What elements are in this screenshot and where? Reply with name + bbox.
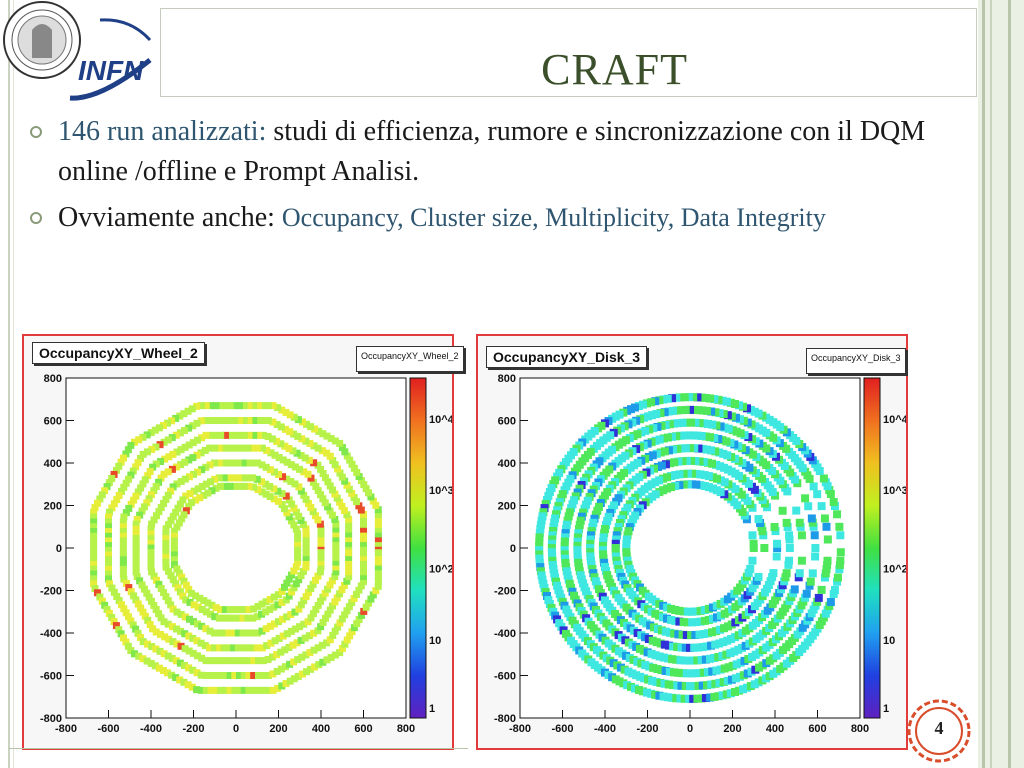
occupancy-cell [783,569,791,577]
occupancy-cell [798,531,806,539]
bullet-list [30,112,950,244]
bullet-highlight: Occupancy, Cluster size, Multiplicity, Data Integrity [281,203,826,232]
y-tick-label: 0 [55,543,62,555]
occupancy-cell [791,585,799,593]
x-tick-label: -600 [551,723,574,735]
y-tick-label: -200 [493,585,516,598]
plot-title: OccupancyXY_Wheel_2 [32,342,205,364]
occupancy-cell [345,549,352,556]
x-tick-label: 200 [723,723,742,735]
occupancy-cell [837,548,845,556]
x-tick-label: -800 [508,723,532,735]
right-decor-band [978,0,1024,768]
slide-title: CRAFT [541,45,688,94]
plot-area [66,378,406,718]
y-tick-label: -200 [39,585,62,598]
y-tick-label: 200 [43,500,62,513]
infn-logo [0,0,160,105]
x-tick-label: 0 [686,723,694,735]
z-tick-label: 10^4 [883,413,906,426]
z-tick-label: 10^2 [429,563,452,576]
z-tick-label: 10^4 [429,413,452,426]
color-scale-bar [410,378,426,718]
occupancy-cell [801,494,809,502]
plot-title: OccupancyXY_Disk_3 [486,346,647,368]
x-tick-label: 600 [354,723,373,735]
occupancy-cell [748,531,756,539]
occupancy-cell [318,549,325,556]
occupancy-cell [820,474,828,482]
bottom-divider [8,748,468,749]
occupancy-cell [803,590,811,598]
occupancy-cell [785,531,793,539]
x-tick-label: -600 [97,723,120,735]
z-tick-label: 1 [883,702,890,715]
occupancy-cell [294,549,301,556]
bullet-icon [30,212,42,224]
stat-box: OccupancyXY_Disk_3 [806,348,906,374]
occupancy-cell [809,569,817,577]
occupancy-cell [810,482,818,490]
page-number: 4 [934,718,944,738]
occupancy-cell [769,569,777,577]
y-tick-label: -400 [39,628,62,640]
svg-text:INFN: INFN [78,55,144,86]
y-tick-label: 600 [43,415,62,428]
occupancy-cell [821,514,829,522]
bullet-highlight: 146 run analizzati: [58,116,267,147]
y-tick-label: 600 [497,415,516,428]
occupancy-cell [786,544,794,552]
z-tick-label: 10^3 [883,485,906,498]
plot-wheel-2 [22,334,459,750]
occupancy-cell [824,535,832,543]
y-tick-label: -800 [493,713,516,725]
y-tick-label: 800 [497,373,516,385]
x-tick-label: 800 [396,723,416,735]
occupancy-cell [755,573,763,581]
occupancy-cell [773,540,781,548]
x-tick-label: -800 [54,723,78,735]
x-tick-label: 800 [850,723,870,735]
x-tick-label: 200 [269,723,288,735]
occupancy-cell [779,507,787,515]
occupancy-cell [785,557,793,565]
occupancy-cell [824,557,832,565]
occupancy-wheel-svg [24,336,452,748]
y-tick-label: 400 [43,458,62,470]
color-scale-bar [864,378,880,718]
z-tick-label: 10 [429,634,442,647]
occupancy-cell [792,507,800,515]
occupancy-cell [818,502,826,510]
occupancy-cell [804,502,812,510]
left-frame-line-inner [13,0,14,768]
y-tick-label: -400 [493,628,516,640]
x-tick-label: -200 [182,723,205,735]
occupancy-cell [798,557,806,565]
occupancy-cell [783,519,791,527]
occupancy-cell [755,515,763,523]
z-tick-label: 10^3 [429,485,452,498]
occupancy-cell [811,544,819,552]
occupancy-cell [796,519,804,527]
y-tick-label: 800 [43,373,62,385]
occupancy-cell [750,540,758,548]
occupancy-cell [771,523,779,531]
x-tick-label: -400 [139,723,163,735]
y-tick-label: 200 [497,500,516,513]
plot-disk-3 [476,334,908,750]
occupancy-cell [375,549,382,556]
occupancy-cell [836,557,844,565]
y-tick-label: -800 [39,713,62,725]
x-tick-label: 0 [232,723,240,735]
occupancy-cell [746,565,754,573]
plot-area [520,378,860,718]
occupancy-cell [760,544,768,552]
occupancy-cell [834,574,842,582]
stat-box: OccupancyXY_Wheel_2 [356,346,464,372]
occupancy-cell [835,523,843,531]
x-tick-label: 600 [808,723,827,735]
x-tick-label: 400 [311,723,331,735]
occupancy-disk-svg [478,336,906,748]
occupancy-cell [303,549,310,556]
z-tick-label: 1 [429,702,436,715]
left-frame-line [8,0,10,768]
occupancy-cell [332,549,339,556]
bullet-text: studi di efficienza, rumore e sincronizzazione con il DQM online /offline e Prompt Analisi. [58,116,926,187]
occupancy-cell [833,510,841,518]
occupancy-cell [808,514,816,522]
x-tick-label: -400 [593,723,617,735]
y-tick-label: 0 [509,543,516,555]
bullet-item [30,198,950,238]
occupancy-cell [811,553,819,561]
occupancy-cell [811,531,819,539]
occupancy-cell [836,531,844,539]
occupancy-cell [773,552,781,560]
occupancy-cell [818,586,826,594]
bullet-item [30,112,950,192]
x-tick-label: -200 [636,723,659,735]
occupancy-cell [830,498,838,506]
z-tick-label: 10 [883,634,896,647]
x-tick-label: 400 [765,723,785,735]
occupancy-cell [822,523,830,531]
occupancy-cell [360,549,367,556]
z-tick-label: 10^2 [883,563,906,576]
occupancy-cell [827,598,835,606]
bullet-text: Ovviamente anche: [58,202,282,233]
occupancy-cell [807,578,815,586]
y-tick-label: -600 [39,670,62,683]
y-tick-label: -600 [493,670,516,683]
y-tick-label: 400 [497,458,516,470]
occupancy-cell [815,594,823,602]
occupancy-cell [748,557,756,565]
occupancy-cell [813,490,821,498]
occupancy-cell [831,586,839,594]
occupancy-cell [796,569,804,577]
bullet-icon [30,126,42,138]
